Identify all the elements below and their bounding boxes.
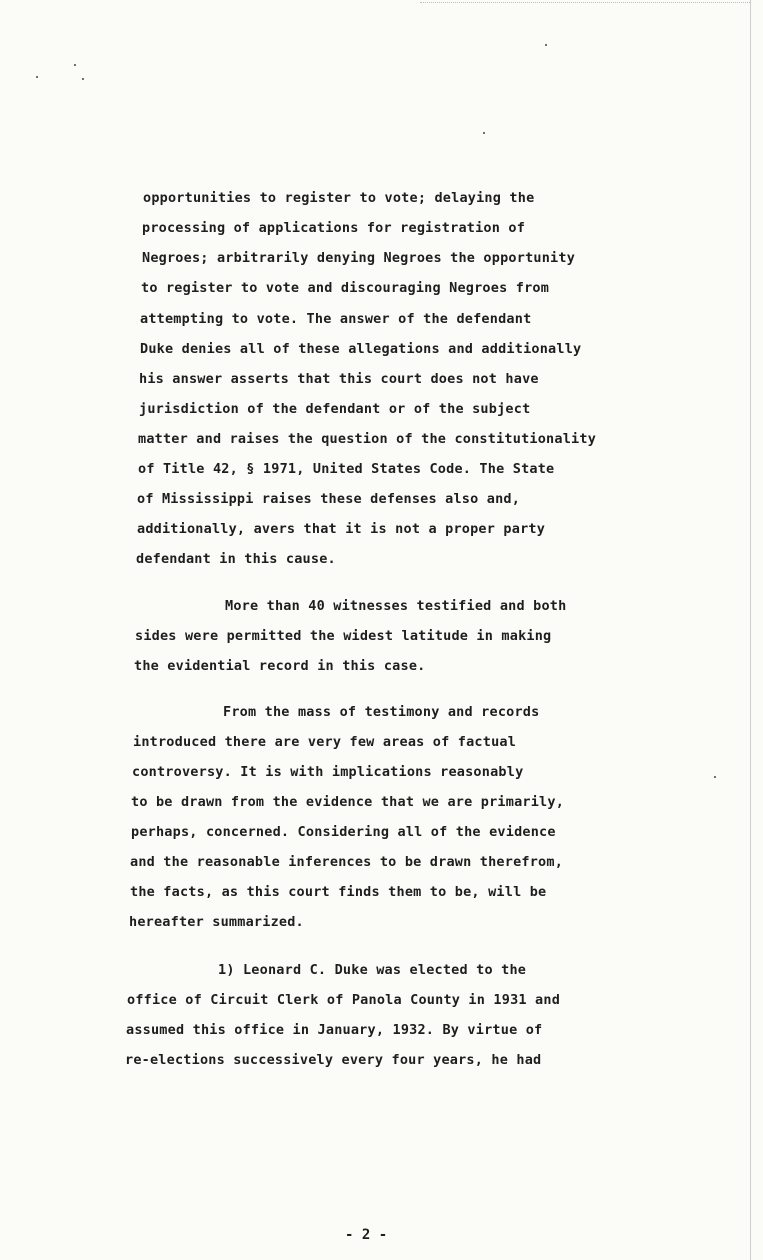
text-line: additionally, avers that it is not a proper party — [137, 521, 546, 537]
text-line: hereafter summarized. — [129, 914, 304, 930]
text-line: assumed this office in January, 1932. By virtue of — [126, 1022, 543, 1038]
text-line: jurisdiction of the defendant or of the subject — [139, 401, 531, 417]
text-line: Negroes; arbitrarily denying Negroes the opportunity — [142, 250, 576, 266]
text-line: attempting to vote. The answer of the defendant — [140, 311, 532, 327]
text-line: the evidential record in this case. — [134, 658, 426, 674]
text-line: introduced there are very few areas of factual — [133, 734, 517, 750]
text-line: the facts, as this court finds them to be, will be — [130, 884, 547, 900]
text-line: sides were permitted the widest latitude in making — [135, 628, 552, 644]
text-line: opportunities to register to vote; delaying the — [143, 190, 535, 206]
text-line: office of Circuit Clerk of Panola County in 1931 and — [127, 992, 561, 1008]
text-line: More than 40 witnesses testified and both — [225, 598, 567, 614]
text-line: of Mississippi raises these defenses also and, — [137, 491, 521, 507]
scan-speck — [483, 132, 485, 134]
text-line: of Title 42, § 1971, United States Code. The State — [138, 461, 555, 477]
scan-edge-mark — [420, 2, 750, 3]
text-line: perhaps, concerned. Considering all of the evidence — [131, 824, 556, 840]
text-line: defendant in this cause. — [136, 551, 336, 567]
page-number: - 2 - — [345, 1227, 388, 1243]
scan-speck — [36, 76, 38, 78]
text-line: processing of applications for registration of — [142, 220, 526, 236]
scan-speck — [74, 64, 76, 66]
scan-speck — [545, 44, 547, 46]
text-line: Duke denies all of these allegations and additionally — [140, 341, 582, 357]
scan-speck — [82, 78, 84, 80]
text-line: 1) Leonard C. Duke was elected to the — [218, 962, 527, 978]
text-line: to register to vote and discouraging Negroes from — [141, 280, 550, 296]
text-line: matter and raises the question of the constitutionality — [138, 431, 597, 447]
text-line: and the reasonable inferences to be drawn therefrom, — [130, 854, 564, 870]
text-line: controversy. It is with implications reasonably — [132, 764, 524, 780]
text-line: to be drawn from the evidence that we are primarily, — [131, 794, 565, 810]
scan-speck — [714, 776, 716, 778]
text-line: From the mass of testimony and records — [223, 704, 540, 720]
page-edge-line — [750, 0, 751, 1260]
text-line: re-elections successively every four years, he had — [125, 1052, 542, 1068]
text-line: his answer asserts that this court does not have — [139, 371, 539, 387]
